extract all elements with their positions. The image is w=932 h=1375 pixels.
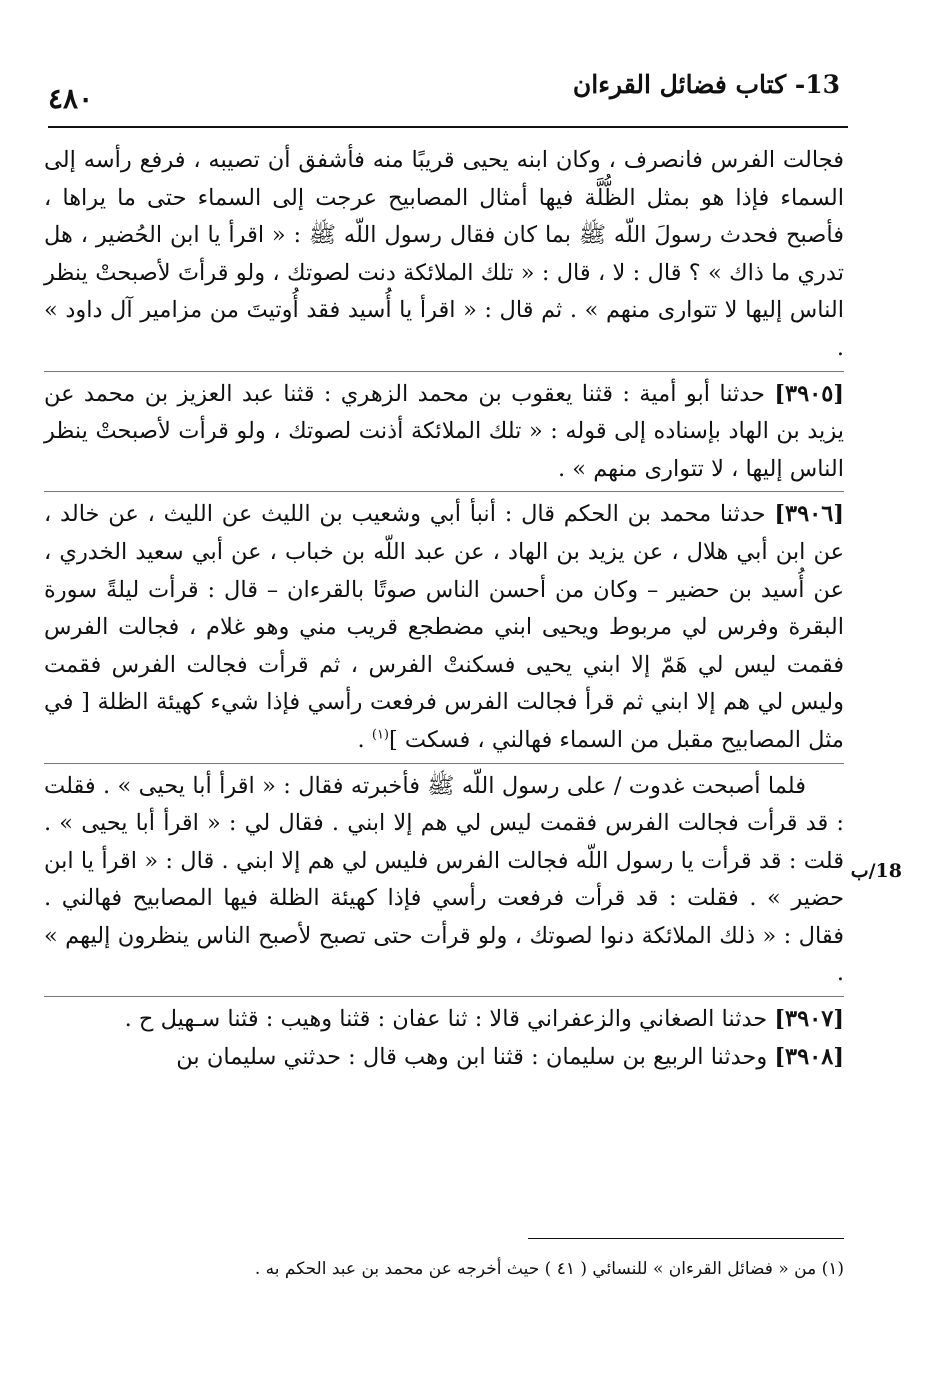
hadith-number: [٣٩٠٦] — [774, 501, 845, 528]
manuscript-folio-marker: 18/ب — [850, 860, 902, 882]
footnote-divider — [528, 1238, 844, 1239]
hadith-text: حدثنا الصغاني والزعفراني قالا : ثنا عفان : قثنا وهيب : قثنا سـهيل ح . — [124, 1006, 768, 1033]
footnote-reference[interactable]: (١) — [371, 727, 389, 743]
paragraph-separator — [44, 996, 844, 997]
header-divider — [48, 126, 848, 128]
hadith-number: [٣٩٠٨] — [774, 1043, 844, 1070]
hadith-text-end: . — [357, 726, 372, 753]
hadith-text: حدثنا محمد بن الحكم قال : أنبأ أبي وشعيب بن الليث عن الليث ، عن خالد ، عن ابن أبي هلال ، عن يزيد بن الهاد ، عن عبد اللّه بن خباب ، عن أبي سعيد الخدري ، عن أُسيد بن حضير – وكان من أحسن الناس صوتًا بالقرءان – قال : قرأت ليلةً سورة البقرة وفرس لي مربوط ويحيى ابني مضطجع قريب مني وهو غلام ، فجالت الفرس فقمت ليس لي هَمّ إلا ابني يحيى فسكنتْ الفرس ، ثم قرأت فجالت الفرس فقمت وليس لي هم إلا ابني ثم قرأ فجالت الفرس فرفعت رأسي فإذا شيء كهيئة الظلة [ في مثل المصابيح مقبل من السماء فهالني ، فسكت ] — [44, 501, 844, 753]
hadith-3907 — [44, 1001, 844, 1039]
paragraph-continuation: فجالت الفرس فانصرف ، وكان ابنه يحيى قريبًا منه فأشفق أن تصيبه ، فرفع رأسه إلى السماء فإذا هو بمثل الظُّلَّة فيها أمثال المصابيح عرجت إلى السماء حتى ما يراها ، فأصبح فحدث رسولَ اللّه ﷺ بما كان فقال رسول اللّه ﷺ : « اقرأ يا ابن الحُضير ، هل تدري ما ذاك » ؟ قال : لا ، قال : « تلك الملائكة دنت لصوتك ، ولو قرأتَ لأصبحتْ ينظر الناس إليها لا تتوارى منهم » . ثم قال : « اقرأ يا أُسيد فقد أُوتيتَ من مزامير آل داود » . — [44, 147, 844, 361]
page-number: ٤٨٠ — [48, 82, 94, 115]
paragraph-separator — [44, 491, 844, 492]
hadith-number: [٣٩٠٧] — [774, 1006, 844, 1033]
paragraph-separator — [44, 371, 844, 372]
hadith-number: [٣٩٠٥] — [774, 380, 844, 407]
paragraph-separator — [44, 763, 844, 764]
main-text — [44, 142, 844, 1076]
running-header — [48, 68, 848, 115]
hadith-3906 — [44, 496, 844, 759]
hadith-3906-continuation: فلما أصبحت غدوت / على رسول اللّه ﷺ فأخبرته فقال : « اقرأ أبا يحيى » . فقلت : قد قرأت فجالت الفرس فقمت ليس لي هم إلا ابني . فقال لي : « اقرأ أبا يحيى » . قلت : قد قرأت يا رسول اللّه فجالت الفرس فليس لي هم إلا ابني . قال : « اقرأ يا ابن حضير » . فقلت : قد قرأت فرفعت رأسي فإذا كهيئة الظلة فيها المصابيح فهالني . فقال : « ذلك الملائكة دنوا لصوتك ، ولو قرأت حتى تصبح لأصبح الناس ينظرون إليهم » . — [44, 772, 844, 987]
hadith-text: وحدثنا الربيع بن سليمان : قثنا ابن وهب قال : حدثني سليمان بن — [176, 1043, 768, 1070]
footnote: (١) من « فضائل القرءان » للنسائي ( ٤١ ) حيث أخرجه عن محمد بن عبد الحكم به . — [254, 1259, 844, 1279]
chapter-title: 13- كتاب فضائل القرءان — [572, 70, 840, 99]
hadith-3908 — [44, 1039, 844, 1077]
hadith-3905 — [44, 376, 844, 489]
hadith-text: حدثنا أبو أمية : قثنا يعقوب بن محمد الزهري : قثنا عبد العزيز بن محمد عن يزيد بن الهاد بإسناده إلى قوله : « تلك الملائكة أذنت لصوتك ، ولو قرأت لأصبحتْ ينظر الناس إليها ، لا تتوارى منهم » . — [44, 380, 844, 482]
